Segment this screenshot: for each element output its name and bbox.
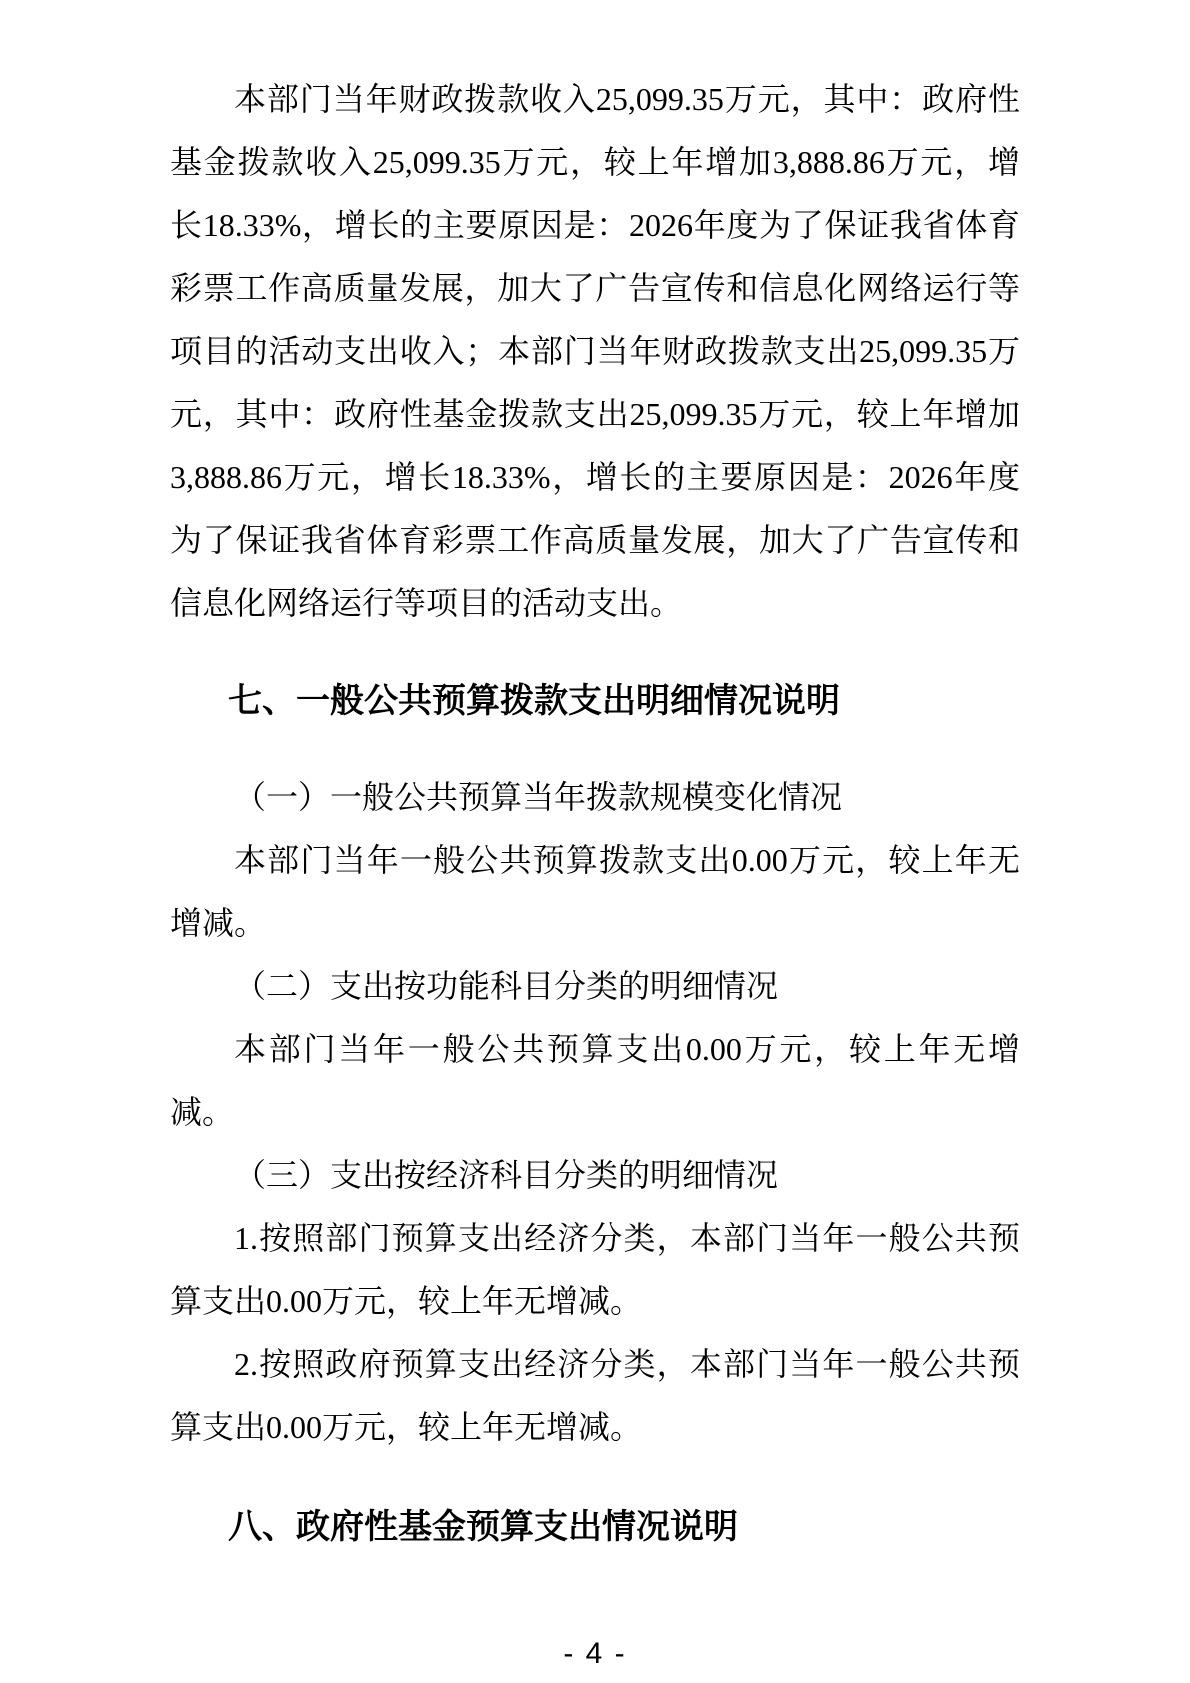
subsection-1-paragraph-line: 本部门当年一般公共预算拨款支出0.00万元，较上年无 <box>234 842 1020 878</box>
fiscal-paragraph-line: 基金拨款收入25,099.35万元，较上年增加3,888.86万元，增 <box>170 144 1020 180</box>
subsection-3-item-1-line: 1.按照部门预算支出经济分类，本部门当年一般公共预 <box>234 1220 1020 1256</box>
subsection-3-item-1-line: 算支出0.00万元，较上年无增减。 <box>170 1283 643 1319</box>
fiscal-paragraph-line: 元，其中：政府性基金拨款支出25,099.35万元，较上年增加 <box>170 396 1020 432</box>
subsection-2-heading: （二）支出按功能科目分类的明细情况 <box>234 968 779 1004</box>
subsection-3-heading: （三）支出按经济科目分类的明细情况 <box>234 1157 779 1193</box>
fiscal-paragraph-line: 信息化网络运行等项目的活动支出。 <box>170 585 683 621</box>
subsection-3-item-2-line: 2.按照政府预算支出经济分类，本部门当年一般公共预 <box>234 1346 1020 1382</box>
fiscal-paragraph-line: 项目的活动支出收入；本部门当年财政拨款支出25,099.35万 <box>170 333 1020 369</box>
fiscal-paragraph-line: 为了保证我省体育彩票工作高质量发展，加大了广告宣传和 <box>170 522 1020 558</box>
section-7-heading: 七、一般公共预算拨款支出明细情况说明 <box>228 682 840 720</box>
subsection-3-item-2-line: 算支出0.00万元，较上年无增减。 <box>170 1409 643 1445</box>
fiscal-paragraph-line: 长18.33%，增长的主要原因是：2026年度为了保证我省体育 <box>170 207 1020 243</box>
document-body <box>170 68 1020 1559</box>
subsection-2-paragraph-line: 本部门当年一般公共预算支出0.00万元，较上年无增 <box>234 1031 1020 1067</box>
fiscal-paragraph-line: 彩票工作高质量发展，加大了广告宣传和信息化网络运行等 <box>170 270 1020 306</box>
subsection-2-paragraph-line: 减。 <box>170 1094 235 1130</box>
section-8-heading: 八、政府性基金预算支出情况说明 <box>228 1508 738 1546</box>
subsection-1-paragraph-line: 增减。 <box>170 905 267 941</box>
fiscal-paragraph-line: 3,888.86万元，增长18.33%，增长的主要原因是：2026年度 <box>170 459 1020 495</box>
fiscal-paragraph-line: 本部门当年财政拨款收入25,099.35万元，其中：政府性 <box>234 81 1020 117</box>
subsection-1-heading: （一）一般公共预算当年拨款规模变化情况 <box>234 779 843 815</box>
page-number: - 4 - <box>563 1637 627 1670</box>
